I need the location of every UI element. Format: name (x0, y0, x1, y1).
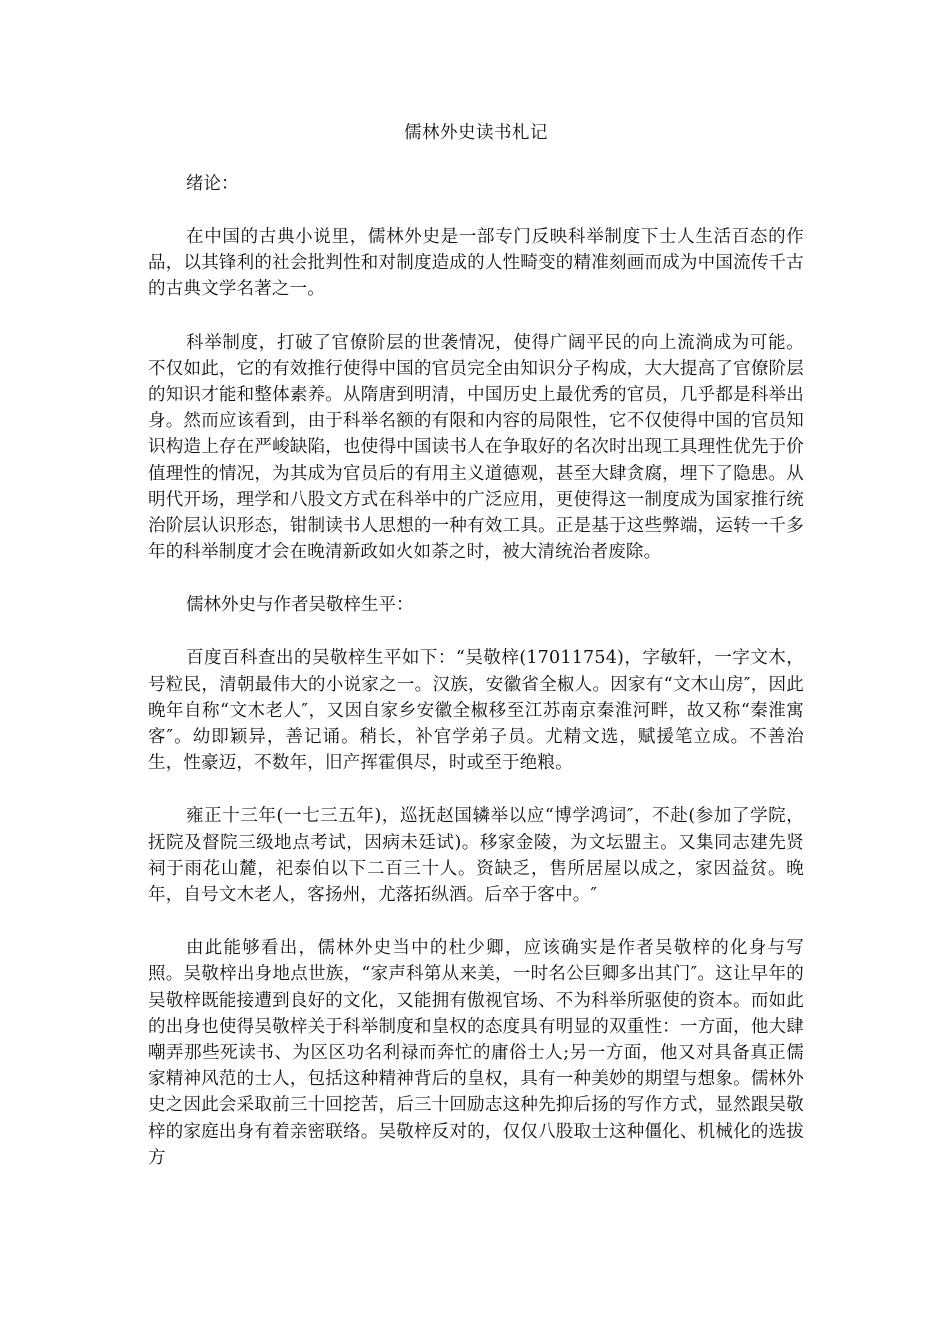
paragraph: 科举制度，打破了官僚阶层的世袭情况，使得广阔平民的向上流淌成为可能。不仅如此，它的有效推行使得中国的官员完全由知识分子构成，大大提高了官僚阶层的知识才能和整体素养。从隋唐到明清，中国历史上最优秀的官员，几乎都是科举出身。然而应该看到，由于科举名额的有限和内容的局限性，它不仅使得中国的官员知识构造上存在严峻缺陷，也使得中国读书人在争取好的名次时出现工具理性优先于价值理性的情况，为其成为官员后的有用主义道德观，甚至大肆贪腐，埋下了隐患。从明代开场，理学和八股文方式在科举中的广泛应用，更使得这一制度成为国家推行统治阶层认识形态，钳制读书人思想的一种有效工具。正是基于这些弊端，运转一千多年的科举制度才会在晚清新政如火如荼之时，被大清统治者废除。 (148, 332, 804, 563)
paragraph: 在中国的古典小说里，儒林外史是一部专门反映科举制度下士人生活百态的作品，以其锋利的社会批判性和对制度造成的人性畸变的精准刻画而成为中国流传千古的古典文学名著之一。 (148, 227, 804, 300)
section-heading: 绪论： (186, 174, 239, 194)
paragraph: 雍正十三年(一七三五年)，巡抚赵国辚举以应“博学鸿词″，不赴(参加了学院，抚院及督院三级地点考试，因病未廷试)。移家金陵，为文坛盟主。又集同志建先贤祠于雨花山麓，祀泰伯以下二百三十人。资缺乏，售所居屋以成之，家因益贫。晚年，自号文木老人，客扬州，尤落拓纵酒。后卒于客中。″ (148, 806, 804, 906)
paragraph: 百度百科查出的吴敬梓生平如下：“吴敬梓(17011754)，字敏轩，一字文木，号粒民，清朝最伟大的小说家之一。汉族，安徽省全椒人。因家有“文木山房″，因此晚年自称“文木老人″，又因自家乡安徽全椒移至江苏南京秦淮河畔，故又称“秦淮寓客″。幼即颖异，善记诵。稍长，补官学弟子员。尤精文选，赋援笔立成。不善治生，性豪迈，不数年，旧产挥霍俱尽，时或至于绝粮。 (148, 648, 804, 774)
document-page (148, 120, 804, 1198)
paragraph: 由此能够看出，儒林外史当中的杜少卿，应该确实是作者吴敬梓的化身与写照。吴敬梓出身地点世族，“家声科第从来美，一时名公巨卿多出其门″。这让早年的吴敬梓既能接遭到良好的文化，又能拥有傲视官场、不为科举所驱使的资本。而如此的出身也使得吴敬梓关于科举制度和皇权的态度具有明显的双重性：一方面，他大肆嘲弄那些死读书、为区区功名利禄而奔忙的庸俗士人;另一方面，他又对具备真正儒家精神风范的士人，包括这种精神背后的皇权，具有一种美妙的期望与想象。儒林外史之因此会采取前三十回挖苦，后三十回励志这种先抑后扬的写作方式，显然跟吴敬梓的家庭出身有着亲密联络。吴敬梓反对的，仅仅八股取士这种僵化、机械化的选拔方 (148, 938, 804, 1168)
document-title: 儒林外史读书札记 (404, 123, 548, 143)
section-heading: 儒林外史与作者吴敬梓生平： (186, 595, 414, 616)
